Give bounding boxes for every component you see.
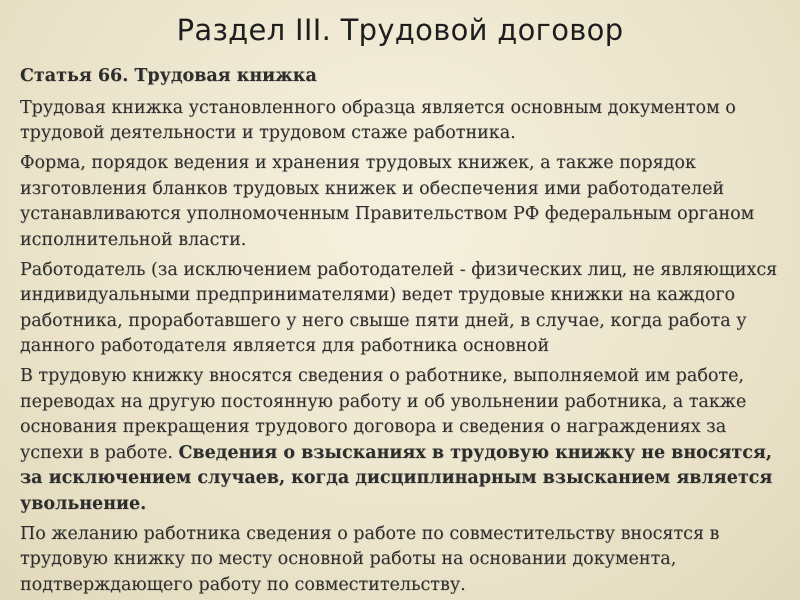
article-heading: Статья 66. Трудовая книжка (20, 66, 317, 86)
paragraph-3: Работодатель (за исключением работодателей - физических лиц, не являющихся индивидуальными предпринимателями) ведет трудовые книжки на каждого работника, проработавшего у него свыше пяти дней, в случае, когда работа у данного работодателя является для работника основной (20, 259, 778, 356)
paragraph-5: По желанию работника сведения о работе по совместительству вносятся в трудовую книжку по месту основной работы на основании документа, подтверждающего работу по совместительству. (20, 523, 720, 595)
paragraph-4 (20, 364, 790, 517)
slide-content (20, 64, 790, 600)
slide-title: Раздел III. Трудовой договор (176, 13, 624, 47)
paragraph-1: Трудовая книжка установленного образца является основным документом о трудовой деятельности и трудовом стаже работника. (20, 97, 736, 143)
paragraph-4-text: В трудовую книжку вносятся сведения о работнике, выполняемой им работе, переводах на другую постоянную работу и об увольнении работника, а также основания прекращения трудового договора и сведения о награждениях за успехи в работе. (20, 366, 747, 463)
paragraph-4-bold-text: Сведения о взысканиях в трудовую книжку не вносятся, за исключением случаев, когда дисциплинарным взысканием является увольнение. (20, 442, 773, 514)
paragraph-2: Форма, порядок ведения и хранения трудовых книжек, а также порядок изготовления бланков трудовых книжек и обеспечения ими работодателей устанавливаются уполномоченным Правительством РФ федеральным органом исполнительной власти. (20, 153, 755, 250)
